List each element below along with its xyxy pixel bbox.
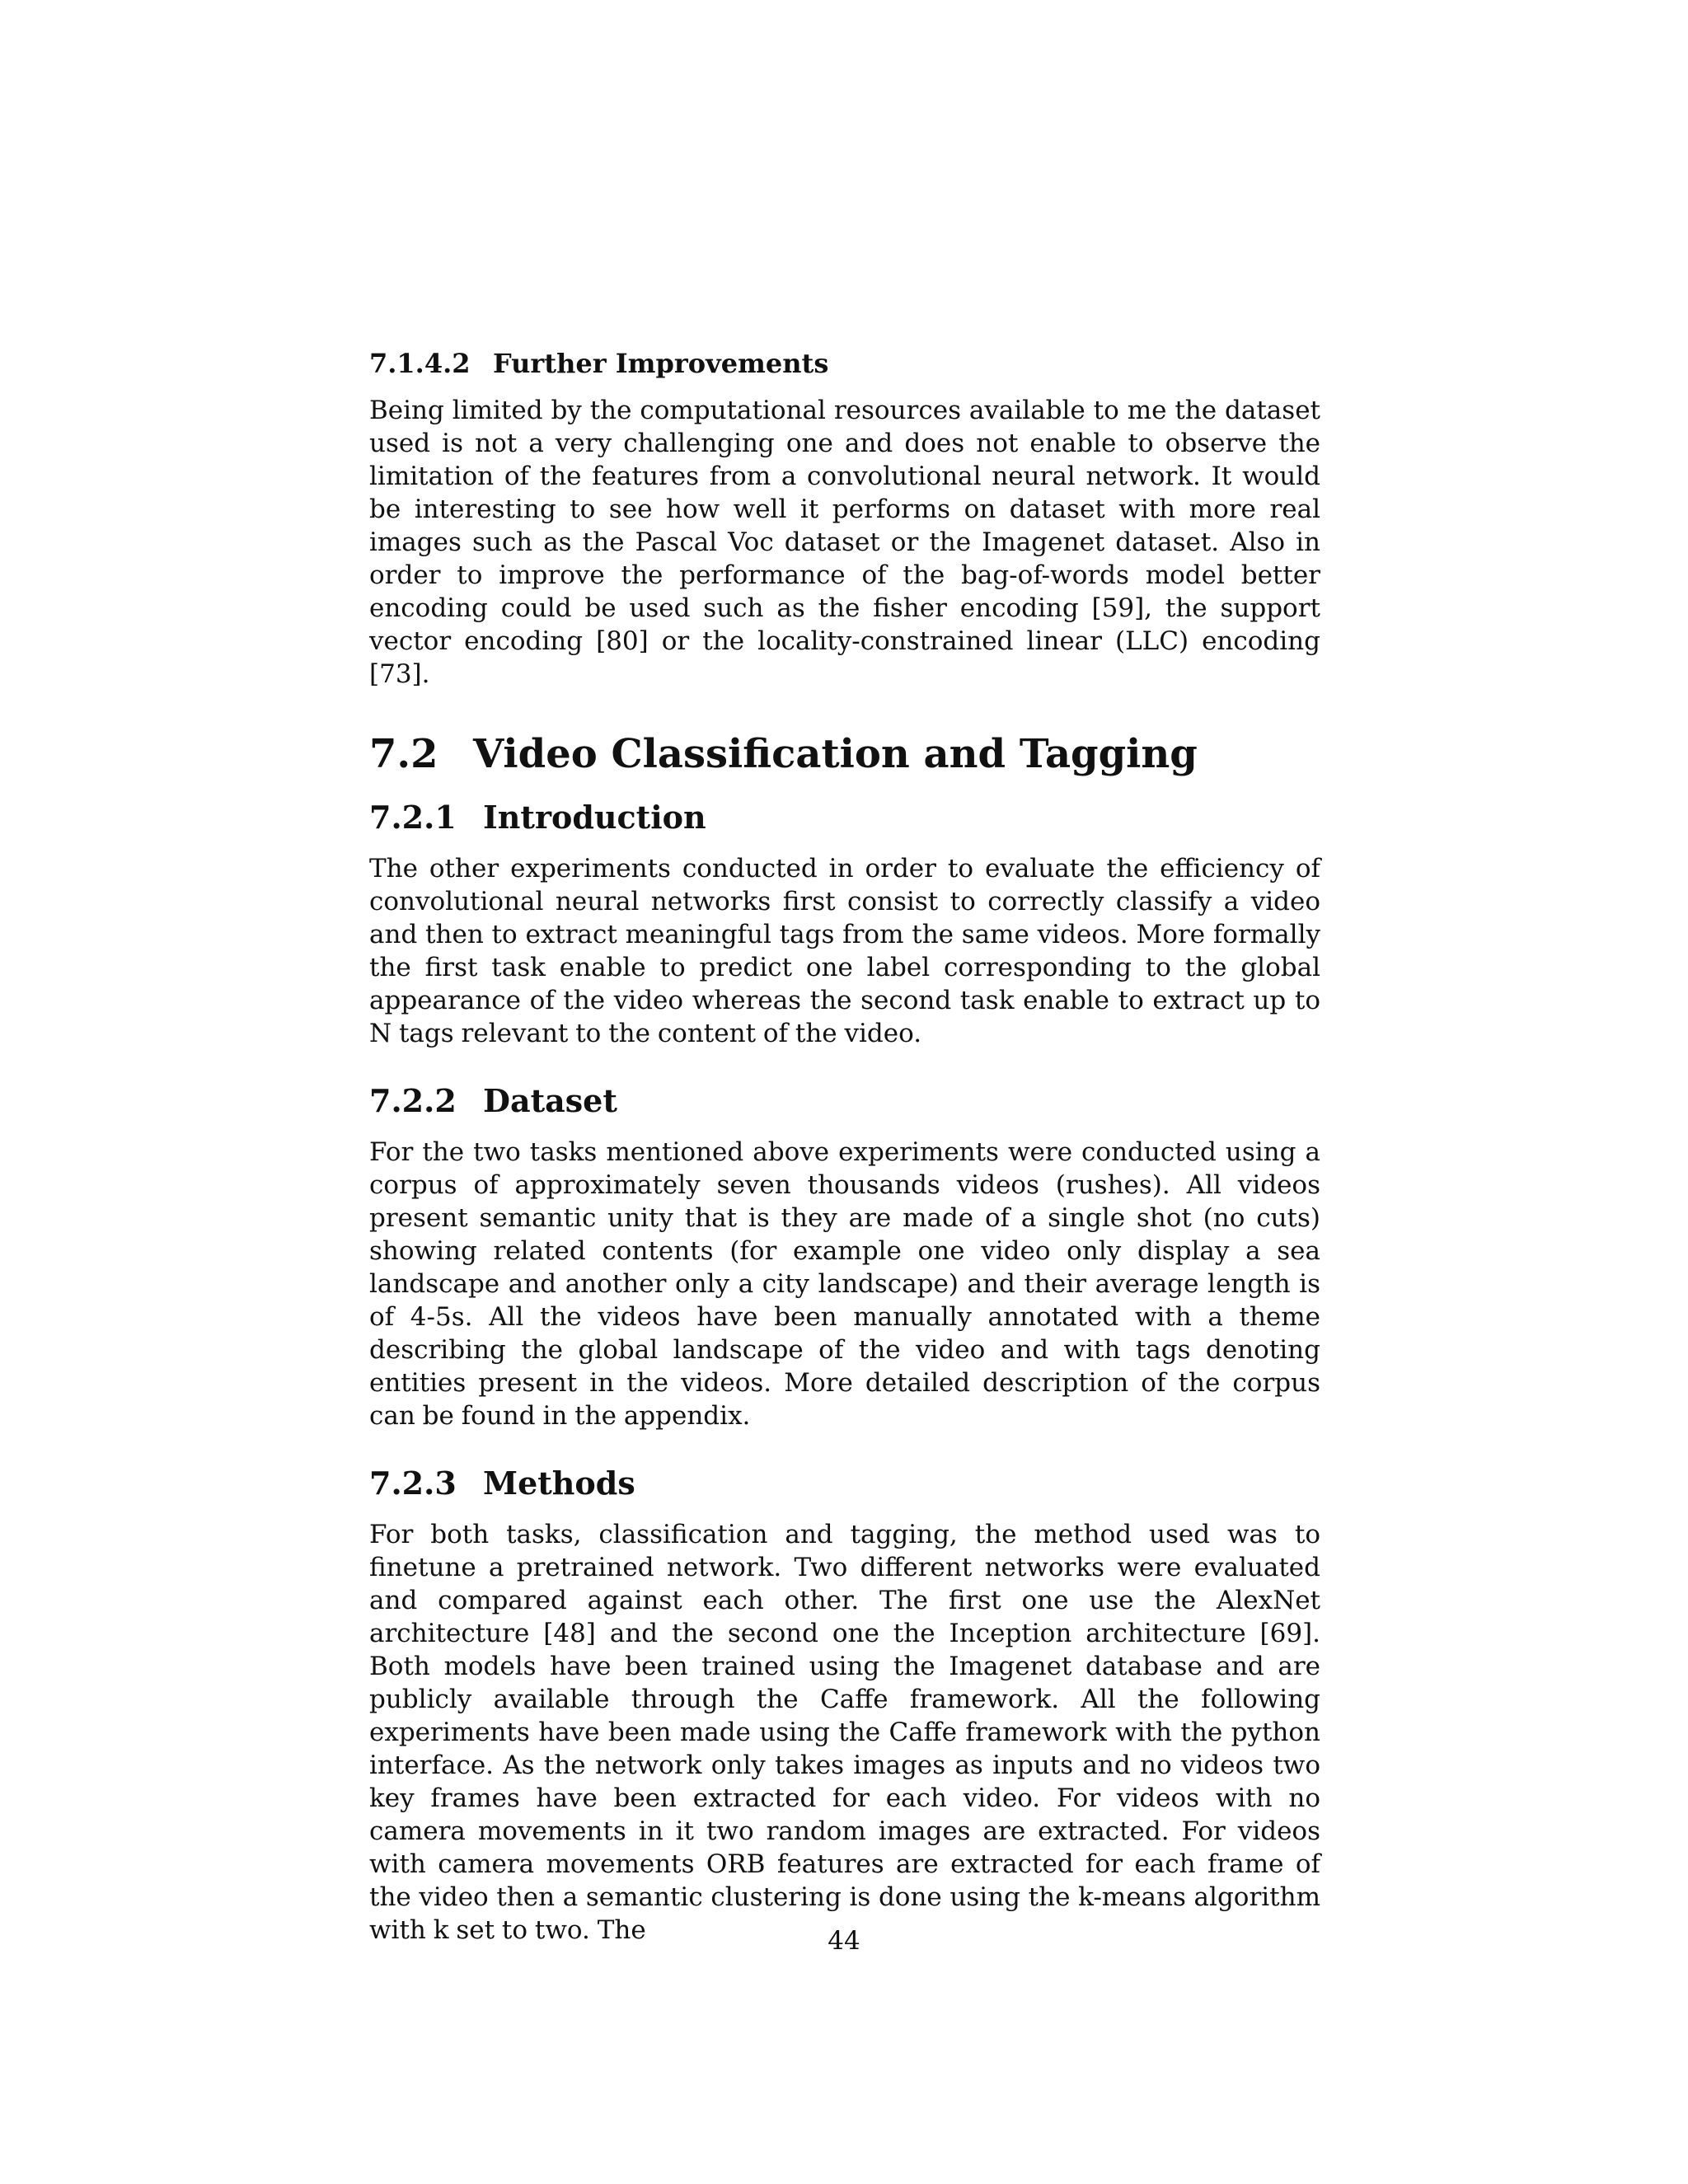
subsection-heading-7-2-3	[369, 1464, 1320, 1503]
subsection-title: Introduction	[483, 799, 706, 836]
subsection-number: 7.2.3	[369, 1465, 457, 1502]
dataset-paragraph: For the two tasks mentioned above experiments were conducted using a corpus of approximately seven thousands videos (rushes). All videos present semantic unity that is they are made of a single shot (no cuts) showing related contents (for example one video only display a sea landscape and another only a city landscape) and their average length is of 4-5s. All the videos have been manually annotated with a theme describing the global landscape of the video and with tags denoting entities present in the videos. More detailed description of the corpus can be found in the appendix.	[369, 1137, 1320, 1431]
subsubsection-title: Further Improvements	[493, 348, 829, 379]
page-content	[369, 346, 1320, 1947]
subsubsection-heading-7-1-4-2	[369, 346, 1320, 381]
subsection-title: Methods	[483, 1465, 635, 1502]
subsection-number: 7.2.2	[369, 1082, 457, 1119]
subsection-heading-7-2-2	[369, 1081, 1320, 1121]
subsection-number: 7.2.1	[369, 799, 457, 836]
further-improvements-paragraph: Being limited by the computational resources available to me the dataset used is not a very challenging one and does not enable to observe the limitation of the features from a convolutional neural network. It would be interesting to see how well it performs on dataset with more real images such as the Pascal Voc dataset or the Imagenet dataset. Also in order to improve the performance of the bag-of-words model better encoding could be used such as the fisher encoding [59], the support vector encoding [80] or the locality-constrained linear (LLC) encoding [73].	[369, 396, 1320, 689]
section-number: 7.2	[369, 731, 438, 777]
introduction-paragraph: The other experiments conducted in order to evaluate the efficiency of convolutional neural networks first consist to correctly classify a video and then to extract meaningful tags from the same videos. More formally the first task enable to predict one label corresponding to the global appearance of the video whereas the second task enable to extract up to N tags relevant to the content of the video.	[369, 854, 1320, 1048]
subsubsection-number: 7.1.4.2	[369, 348, 471, 379]
subsection-title: Dataset	[483, 1082, 617, 1119]
subsection-heading-7-2-1	[369, 798, 1320, 837]
section-title: Video Classification and Tagging	[473, 731, 1198, 777]
methods-paragraph: For both tasks, classification and tagging, the method used was to finetune a pretrained network. Two different networks were evaluated and compared against each other. The first one use the AlexNet architecture [48] and the second one the Inception architecture [69]. Both models have been trained using the Imagenet database and are publicly available through the Caffe framework. All the following experiments have been made using the Caffe framework with the python interface. As the network only takes images as inputs and no videos two key frames have been extracted for each video. For videos with no camera movements in it two random images are extracted. For videos with camera movements ORB features are extracted for each frame of the video then a semantic clustering is done using the k-means algorithm with k set to two. The	[369, 1520, 1320, 1945]
section-heading-7-2	[369, 730, 1320, 778]
page-number: 44	[828, 1926, 860, 1956]
